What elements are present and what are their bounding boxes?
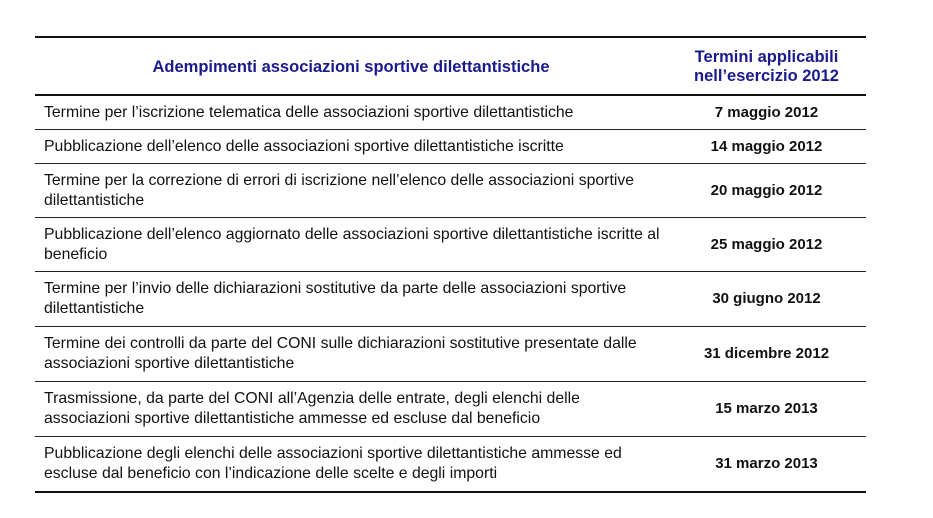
- row-deadline: 31 marzo 2013: [715, 455, 818, 472]
- row-description: Pubblicazione dell’elenco delle associazioni sportive dilettantistiche iscritte: [44, 137, 564, 155]
- row-description: Termine per l’invio delle dichiarazioni sostitutive da parte delle associazioni sportive dilettantistiche: [44, 280, 627, 317]
- row-description: Termine dei controlli da parte del CONI sulle dichiarazioni sostitutive presentate dalle associazioni sportive dilettantistiche: [44, 335, 637, 372]
- row-description: Pubblicazione dell’elenco aggiornato delle associazioni sportive dilettantistiche iscritte al beneficio: [44, 225, 660, 263]
- table-row: [35, 95, 866, 130]
- row-deadline: 15 marzo 2013: [715, 400, 818, 417]
- table-header-row: [35, 37, 866, 95]
- row-deadline: 25 maggio 2012: [710, 235, 823, 253]
- row-deadline: 14 maggio 2012: [710, 137, 823, 155]
- row-deadline: 7 maggio 2012: [714, 103, 819, 121]
- table-row: [35, 382, 866, 437]
- table-row: [35, 437, 866, 493]
- table-row: [35, 130, 866, 164]
- header-deadlines-line2: nell’esercizio 2012: [694, 66, 839, 85]
- row-description: Trasmissione, da parte del CONI all’Agenzia delle entrate, degli elenchi delle associazioni sportive dilettantistiche ammesse ed escluse dal beneficio: [44, 390, 580, 427]
- row-deadline: 31 dicembre 2012: [703, 345, 830, 362]
- header-obligations: Adempimenti associazioni sportive dilettantistiche: [152, 58, 550, 76]
- row-deadline: 30 giugno 2012: [712, 290, 821, 307]
- table-row: [35, 272, 866, 327]
- row-description: Termine per la correzione di errori di iscrizione nell’elenco delle associazioni sportive dilettantistiche: [44, 171, 635, 209]
- deadlines-table: [35, 36, 866, 493]
- table-row: [35, 218, 866, 272]
- header-deadlines-line1: Termini applicabili: [694, 47, 839, 66]
- row-deadline: 20 maggio 2012: [710, 181, 823, 199]
- row-description: Termine per l’iscrizione telematica delle associazioni sportive dilettantistiche: [44, 103, 574, 121]
- table-row: [35, 327, 866, 382]
- row-description: Pubblicazione degli elenchi delle associazioni sportive dilettantistiche ammesse ed escluse dal beneficio con l’indicazione delle scelte e degli importi: [44, 445, 622, 482]
- table-row: [35, 164, 866, 218]
- header-deadlines: [667, 37, 866, 95]
